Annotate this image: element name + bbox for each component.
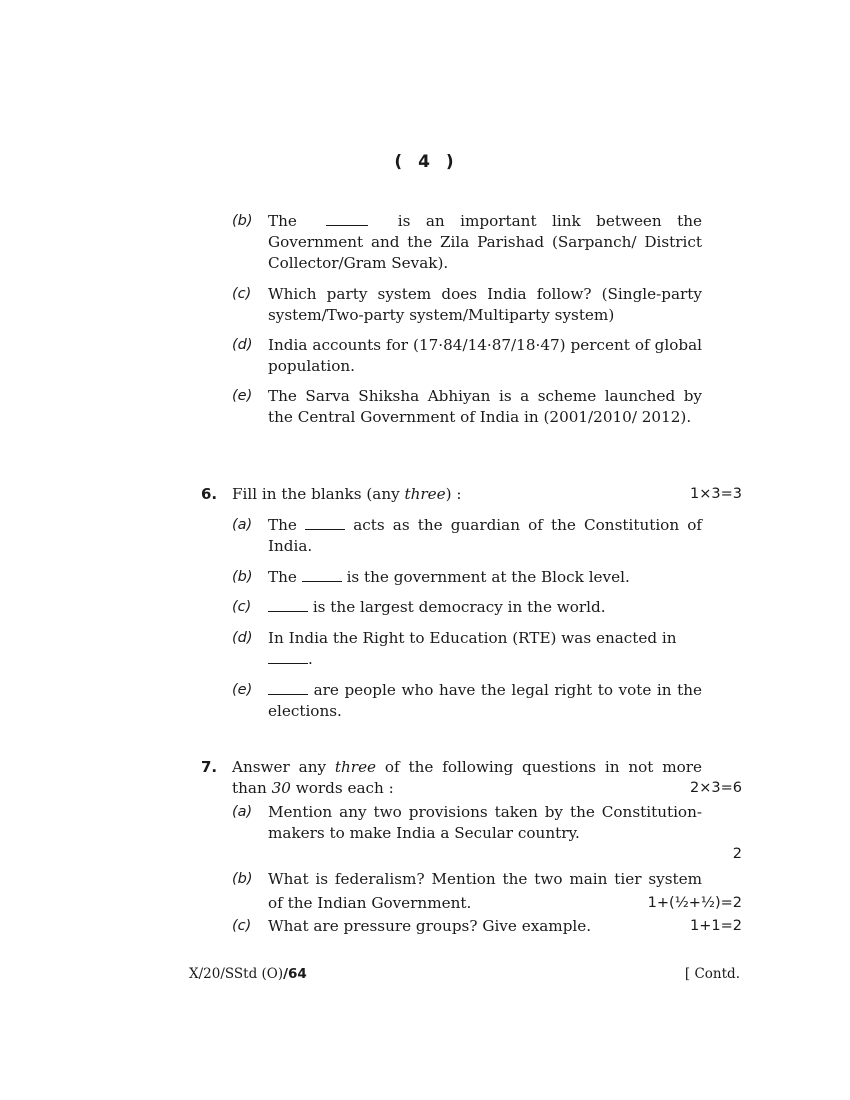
fill-blank	[326, 213, 368, 226]
item-text: Which party system does India follow? (Single-party system/Two-party system/Multiparty system)	[268, 285, 702, 324]
paper-code	[189, 966, 307, 982]
marks-label: 1+1=2	[690, 918, 742, 934]
fill-blank	[268, 682, 308, 695]
marks-label: 1×3=3	[690, 486, 742, 502]
q7-item-b	[232, 867, 742, 915]
q6-item-d	[232, 628, 742, 670]
question-6-header	[201, 484, 742, 505]
item-text: The	[268, 212, 297, 230]
question-text: of the following questions in not more than	[232, 758, 703, 797]
item-label: (c)	[232, 599, 252, 615]
item-label: (e)	[232, 388, 253, 404]
item-label: (b)	[232, 569, 253, 585]
item-text: In India the Right to Education (RTE) was enacted in	[268, 629, 677, 647]
paper-code-text: X/20/SStd (O)	[189, 966, 284, 982]
fill-blank	[302, 569, 342, 582]
item-label: (a)	[232, 804, 253, 820]
item-label: (a)	[232, 517, 253, 533]
question-number: 6.	[201, 485, 218, 503]
page-number: ( 4 )	[394, 152, 456, 172]
item-label: (d)	[232, 337, 253, 353]
q6-item-c	[232, 597, 742, 618]
item-text: is the largest democracy in the world.	[312, 598, 606, 616]
question-text-emphasis: 30	[271, 778, 291, 797]
fill-blank	[305, 517, 345, 530]
item-text: The Sarva Shiksha Abhiyan is a scheme launched by the Central Government of India in (2001/2010/ 2012).	[268, 387, 702, 426]
item-text: is an important link between the Government and the Zila Parishad (Sarpanch/ District Collector/Gram Sevak).	[268, 212, 703, 272]
question-text: ) :	[445, 485, 462, 503]
q6-item-e	[232, 680, 742, 722]
item-label: (b)	[232, 871, 253, 887]
item-text: What is federalism? Mention the two main tier system of the Indian Government.	[268, 870, 702, 912]
marks-label: 2	[732, 845, 742, 862]
q5-item-e	[232, 386, 742, 428]
item-text: India accounts for (17·84/14·87/18·47) percent of global population.	[268, 336, 702, 375]
question-text: Answer any	[232, 758, 327, 776]
paper-code-number: /64	[283, 966, 307, 982]
item-text: are people who have the legal right to vote in the elections.	[268, 681, 702, 720]
item-text: The	[268, 568, 297, 586]
item-label: (c)	[232, 918, 252, 934]
marks-label: 1+(½+½)=2	[647, 895, 742, 911]
marks-label: 2×3=6	[690, 779, 742, 796]
q6-item-b	[232, 567, 742, 588]
question-text: words each :	[295, 778, 394, 797]
q7-item-c	[232, 916, 742, 937]
continued-label: [ Contd.	[684, 966, 740, 982]
q6-item-a	[232, 515, 742, 557]
fill-blank	[268, 599, 308, 612]
item-text: .	[308, 649, 313, 668]
q5-item-b	[232, 211, 742, 273]
item-text: What are pressure groups? Give example.	[268, 917, 592, 935]
q7-item-a	[232, 802, 742, 862]
item-label: (d)	[232, 630, 253, 646]
question-number: 7.	[201, 758, 218, 776]
question-text-emphasis: three	[404, 485, 446, 503]
item-label: (c)	[232, 286, 252, 302]
item-label: (e)	[232, 682, 253, 698]
item-text: The	[268, 516, 297, 534]
question-text: Fill in the blanks (any	[232, 485, 400, 503]
question-7-header	[201, 757, 742, 799]
fill-blank	[268, 651, 308, 664]
item-label: (b)	[232, 213, 253, 229]
question-text-emphasis: three	[334, 758, 377, 776]
item-text: is the government at the Block level.	[346, 568, 630, 586]
item-text: acts as the guardian of the Constitution of India.	[268, 516, 703, 555]
q5-item-c	[232, 284, 742, 326]
item-text: Mention any two provisions taken by the Constitution-makers to make India a Secular country.	[268, 803, 702, 842]
q5-item-d	[232, 335, 742, 377]
